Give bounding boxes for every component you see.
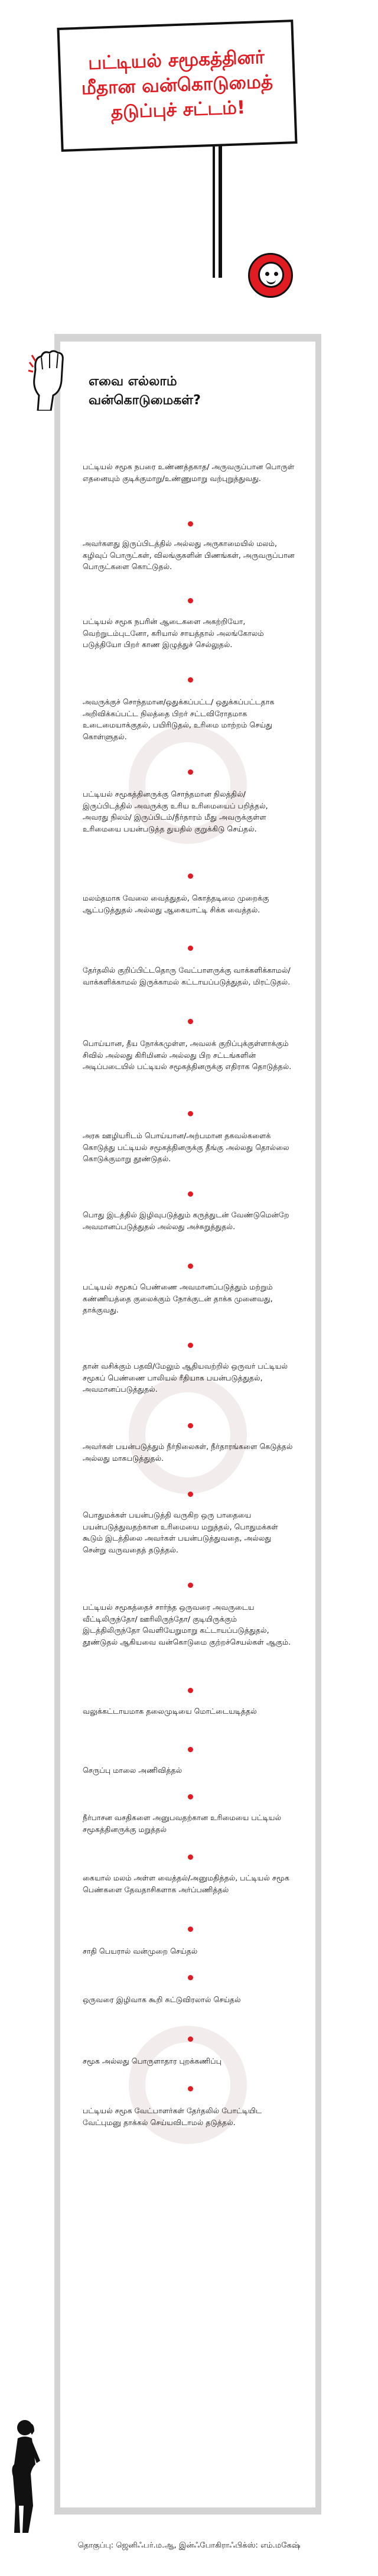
- placard-line-2: மீதான வன்கொடுமைத்: [81, 71, 273, 99]
- list-item: தேர்தலில் குறிப்பிட்டதொரு வேட்பாளருக்கு வாக்களிக்காமல்/வாக்களிக்காமல் இருக்காமல் கட்டாயப்படுத்துதல், மிரட்டுதல்.: [83, 966, 291, 986]
- bullet-dot: [188, 769, 193, 775]
- list-item: தான் வசிக்கும் பதவி/மேலும் ஆதியவற்றில் ஒருவர் பட்டியல் சமூகப் பெண்ணை பாலியல் ரீதியாக பயன்படுத்துதல், அவமானப்படுத்துதல்.: [83, 1362, 288, 1394]
- bullet-dot: [188, 677, 193, 683]
- sad-face-logo-icon: [248, 253, 293, 298]
- raised-fist-icon: [24, 346, 71, 413]
- bullet-dot: [188, 598, 193, 603]
- list-item: சாதி பெயரால் வன்முறை செய்தல்: [83, 1947, 198, 1955]
- list-item: கையால் மலம் அள்ள வைத்தல்/அனுமதித்தல், பட்டியல் சமூக பெண்களை தேவதாசிகளாக அர்ப்பணித்தல்: [83, 1873, 289, 1894]
- bullet-dot: [188, 2036, 193, 2042]
- bullet-dot: [188, 1688, 193, 1693]
- list-item: மலம்தமாக வேலை வைத்துதல், கொத்தடிமை முறைக்கு ஆட்படுத்துதல் அல்லது ஆகையாட்டி சிக்க வைத்தல்.: [83, 894, 269, 914]
- placard-sign: [57, 20, 297, 152]
- bullet-dot: [188, 1423, 193, 1428]
- list-item: பட்டியல் சமூகப் பெண்ணை அவமானப்படுத்தும் மற்றும் கண்ணியத்தை குலைக்கும் நோக்குடன் தாக்க முனைவது, தாக்குவது.: [83, 1282, 273, 1315]
- list-item: பொதுமக்கள் பயன்படுத்தி வருகிற ஒரு பாதையை பயன்படுத்துவதற்கான உரிமையை மறுத்தல், பொதுமக்கள் கூடும் இடத்திலை அவர்கள் பயன்படுத்துவதை, அல்லது சென்று வருவதைத் தடுத்தல்.: [83, 1510, 278, 1554]
- list-item: பட்டியல் சமூக நபரின் ஆடைகளை அகற்றியோ, வெற்றுடம்புடனோ, கரியால் சாயத்தால் அலங்கோலம் படுத்தியோ பிறர் காண இழுத்துச் செல்லுதல்.: [83, 617, 264, 649]
- bullet-dot: [188, 1794, 193, 1799]
- list-item: பட்டியல் சமூக வேட்பாளர்கள் தேர்தலில் போட்டியிட வேட்புமனு தாக்கல் செய்யவிடாமல் தடுத்தல்.: [83, 2106, 262, 2127]
- bullet-dot: [188, 2086, 193, 2091]
- bullet-dot: [188, 521, 193, 527]
- section-heading-line-2: வன்கொடுமைகள்?: [89, 392, 201, 408]
- bullet-dot: [188, 1343, 193, 1348]
- placard-line-1: பட்டியல் சமூகத்தினர்: [87, 47, 265, 74]
- placard-pole: [213, 142, 222, 278]
- placard-title: [73, 39, 281, 132]
- section-heading: [89, 372, 266, 410]
- bullet-dot: [188, 1854, 193, 1860]
- bullet-dot: [188, 1019, 193, 1024]
- list-item: பொது இடத்தில் இழிவுபடுத்தும் கருத்துடன் வேண்டுமென்றே அவமானப்படுத்துதல் அல்லது அச்சுறுத்துதல்.: [83, 1210, 289, 1231]
- list-item: அவர்களது இருப்பிடத்தில் அல்லது அருகாமையில் மலம், கழிவுப் பொருட்கள், விலங்குகளின் பிணங்கள், அருவருப்பான பொருட்களை கொட்டுதல்.: [83, 539, 295, 571]
- list-item: சமூக அல்லது பொருளாதார புறக்கணிப்பு: [83, 2057, 221, 2065]
- list-item: அவருக்குச் சொந்தமான/ஒதுக்கப்பட்ட/ ஒதுக்கப்பட்டதாக அறிவிக்கப்பட்ட நிலத்தை பிறர் சட்டவிரோதமாக உடைமையாக்குதல், பயிரிடுதல், உரிமை மாற்றம் செய்து கொள்ளுதல்.: [83, 697, 275, 741]
- list-item: ஒருவரை இழிவாக கூறி சுட்டுவிரலால் செய்தல்: [83, 1995, 241, 2004]
- bullet-dot: [188, 1191, 193, 1197]
- list-item: பட்டியல் சமூகத்தைச் சார்ந்த ஒருவரை அவருடைய வீட்டிலிருந்தோ/ ஊரிலிருந்தோ/ குடியிருக்கும் இடத்திலிருந்தோ வெளியேறுமாறு கட்டாயப்படுத்துதல், தூண்டுதல் ஆகியவை வன்கொடுமை குற்றச்செயல்கள் ஆகும்.: [83, 1603, 291, 1646]
- bullet-dot: [188, 1747, 193, 1752]
- list-item: வலுக்கட்டாயமாக தலைமுடியை மொட்டையடித்தல்: [83, 1707, 257, 1716]
- placard-line-3: தடுப்புச் சட்டம்!: [110, 96, 246, 123]
- bullet-dot: [188, 873, 193, 879]
- bullet-dot: [188, 1583, 193, 1588]
- list-item: பட்டியல் சமூகத்தினருக்கு சொந்தமான நிலத்தில்/ இருப்பிடத்தில் அவருக்கு உரிய உரிமையைப் பறித்தல், அவரது நிலம்/ இருப்பிடம்/நீர்தாரம் மீது அவருக்குள்ள உரிமையை பயன்படுத்த துயதில் குறுக்கிடு செய்தல்.: [83, 790, 268, 833]
- credits-footer: தொகுப்பு: ஜெனிஃபர்.ம.ஆ, இன்ஃபோகிராஃபிக்ஸ்: எம்.மகேஷ்: [77, 2541, 301, 2550]
- bullet-dot: [188, 1975, 193, 1980]
- bullet-dot: [188, 1927, 193, 1932]
- list-item: அரசு ஊழியரிடம் பொய்யான/அற்பமான தகவல்களைக் கொடுத்து பட்டியல் சமூகத்தினருக்கு தீங்கு அல்லது தொல்லை கொடுக்குமாறு தூண்டுதல்.: [83, 1131, 289, 1164]
- list-item: பொய்யான, தீய நோக்கமுள்ள, அவலக் குறிப்புக்குள்ளாக்கும் சிவில் அல்லது கிரிமினல் அல்லது பிற சட்டங்களின் அடிப்படையில் பட்டியல் சமூகத்தினருக்கு எதிராக தொடுத்தல்.: [83, 1039, 292, 1071]
- section-heading-line-1: எவை எல்லாம்: [89, 374, 177, 389]
- bullet-dot: [188, 946, 193, 951]
- list-item: செருப்பு மாலை அணிவித்தல்: [83, 1766, 183, 1775]
- woman-silhouette-icon: [5, 2417, 46, 2538]
- list-item: பட்டியல் சமூக நபரை உண்ணத்தகாத/ அருவருப்பான பொருள் எதனையும் குடிக்குமாறு/உண்ணுமாறு வற்புறுத்துவது.: [83, 462, 295, 483]
- list-item: அவர்கள் பயன்படுத்தும் நீர்நிலைகள், நீர்தாரங்களை கெடுத்தல் அல்லது மாசுபடுத்துதல்.: [83, 1442, 293, 1463]
- bullet-dot: [188, 1492, 193, 1497]
- bullet-dot: [188, 1263, 193, 1269]
- bullet-dot: [188, 1111, 193, 1116]
- list-item: நீர்பாசன வசதிகளை அனுபவதற்கான உரிமையை பட்டியல் சமூகத்தினருக்கு மறுத்தல்: [83, 1813, 282, 1834]
